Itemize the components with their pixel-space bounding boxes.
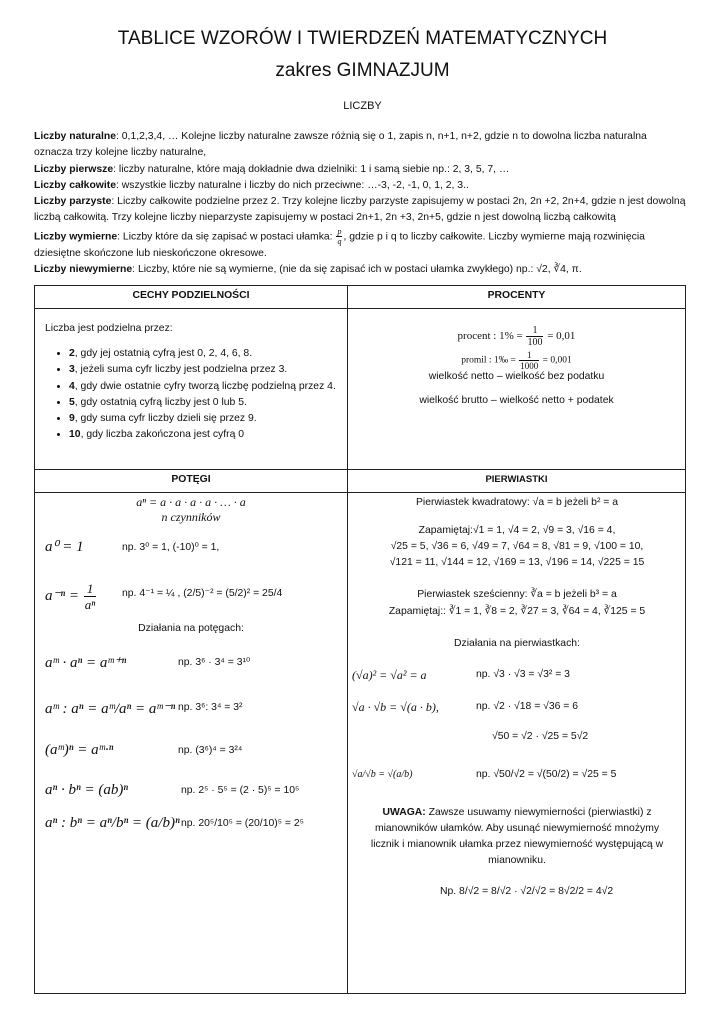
header-pierwiastki: PIERWIASTKI <box>348 470 686 493</box>
header-procenty: PROCENTY <box>348 286 686 309</box>
divisibility-rule: • 2, gdy jej ostatnią cyfrą jest 0, 2, 4, 6, 8. <box>69 346 347 362</box>
power-product-example: np. 2⁵ · 5⁵ = (2 · 5)⁵ = 10⁵ <box>181 785 300 796</box>
root-operations-heading: Działania na pierwiastkach: <box>454 638 580 649</box>
divisibility-list <box>35 346 347 444</box>
header-potegi: POTĘGI <box>35 470 348 493</box>
def-parzyste: Liczby parzyste: Liczby całkowite podzielne przez 2. Trzy kolejne liczby parzyste zapisujemy w postaci 2n, 2n +2, 2n+4, gdzie n jest dowolną liczbą całkowitą. Trzy kolejne liczby nieparzyste zapisujemy w postaci 2n+1, 2n +3, 2n+5, gdzie n jest dowolną liczbą całkowitą <box>34 196 686 224</box>
cechy-intro: Liczba jest podzielna przez: <box>45 323 173 334</box>
number-definitions <box>34 129 686 278</box>
power-quotient-formula: aⁿ : bⁿ = aⁿ/bⁿ = (a/b)ⁿ <box>45 815 180 831</box>
cechy-cell <box>35 309 348 470</box>
power-divide-example: np. 3⁶: 3⁴ = 3² <box>178 702 243 713</box>
square-root-table-1: Zapamiętaj:√1 = 1, √4 = 2, √9 = 3, √16 = 4, <box>418 525 616 536</box>
rationalize-example: Np. 8/√2 = 8/√2 · √2/√2 = 8√2/2 = 4√2 <box>440 886 614 897</box>
square-root-table-3: √121 = 11, √144 = 12, √169 = 13, √196 = 14, √225 = 15 <box>389 557 645 568</box>
procenty-cell <box>348 309 686 470</box>
formula-table <box>34 285 686 994</box>
root-square-formula: (√a)² = √a² = a <box>352 668 427 682</box>
def-pierwsze: Liczby pierwsze: liczby naturalne, które mają dokładnie dwa dzielniki: 1 i samą siebie np.: 2, 3, 5, 7, … <box>34 163 510 175</box>
root-product-example: np. √2 · √18 = √36 = 6 <box>476 701 579 712</box>
root-product-formula: √a · √b = √(a · b), <box>352 700 439 714</box>
cube-root-table: Zapamiętaj:: ∛1 = 1, ∛8 = 2, ∛27 = 3, ∛64 = 4, ∛125 = 5 <box>388 606 646 617</box>
uwaga-note: UWAGA: Zawsze usuwamy niewymierności (pierwiastki) z mianowników ułamków. Aby usunąć niewymierność mnożymy licznik i mianownik ułamka przez niewymierność występującą w mianowniku. <box>370 807 664 866</box>
procent-formula: procent : 1% = $\frac{1}{100}$ = 0,01 <box>457 325 576 348</box>
power-multiply-example: np. 3⁶ · 3⁴ = 3¹⁰ <box>178 657 251 668</box>
power-multiply-formula: aᵐ · aⁿ = aᵐ⁺ⁿ <box>45 655 127 671</box>
def-calkowite: Liczby całkowite: wszystkie liczby naturalne i liczby do nich przeciwne: …-3, -2, -1, 0, 1, 2, 3.. <box>34 179 469 191</box>
document-subtitle: zakres GIMNAZJUM <box>275 60 450 81</box>
pierwiastki-cell <box>348 493 686 994</box>
root-quotient-example: np. √50/√2 = √(50/2) = √25 = 5 <box>476 769 617 780</box>
negative-power-formula: a⁻ⁿ = $\frac{1}{\text{aⁿ}}$ <box>45 581 96 612</box>
header-cechy: CECHY PODZIELNOŚCI <box>35 286 348 309</box>
root-quotient-formula: √a/√b = √(a/b) <box>352 769 413 780</box>
negative-power-example: np. 4⁻¹ = ¼ , (2/5)⁻² = (5/2)² = 25/4 <box>122 588 283 599</box>
zero-power-formula: a⁰ = 1 <box>45 539 84 555</box>
def-naturalne: Liczby naturalne: 0,1,2,3,4, … Kolejne liczby naturalne zawsze różnią się o 1, zapis n, n+1, n+2, gdzie n to dowolna liczba naturalna oznacza trzy kolejne liczby naturalne, <box>34 131 647 159</box>
divisibility-rule: • 3, jeżeli suma cyfr liczby jest podzielna przez 3. <box>69 362 347 378</box>
document-title: TABLICE WZORÓW I TWIERDZEŃ MATEMATYCZNYCH <box>117 28 608 49</box>
power-definition: aⁿ = a · a · a · a · … · a <box>136 495 246 509</box>
power-quotient-example: np. 20⁵/10⁵ = (20/10)⁵ = 2⁵ <box>181 818 304 829</box>
divisibility-rule: • 4, gdy dwie ostatnie cyfry tworzą liczbę podzielną przez 4. <box>69 379 347 395</box>
square-root-definition: Pierwiastek kwadratowy: √a = b jeżeli b² = a <box>415 497 619 508</box>
power-of-power-formula: (aᵐ)ⁿ = aᵐ·ⁿ <box>45 742 114 758</box>
def-wymierne: Liczby wymierne: Liczby które da się zapisać w postaci ułamka: $\frac{p}{q}$ , gdzie p i q to liczby całkowite. Liczby wymierne mają rozwinięcia dziesiętne skończone lub nieskończone okresowe. <box>34 226 645 259</box>
divisibility-rule: • 5, gdy ostatnią cyfrą liczby jest 0 lub 5. <box>69 395 347 411</box>
square-root-table-2: √25 = 5, √36 = 6, √49 = 7, √64 = 8, √81 = 9, √100 = 10, <box>390 541 644 552</box>
power-operations-heading: Działania na potęgach: <box>138 623 244 634</box>
root-simplify-example: √50 = √2 · √25 = 5√2 <box>492 731 589 742</box>
brutto-text: wielkość brutto – wielkość netto + podatek <box>419 395 614 406</box>
power-divide-formula: aᵐ : aⁿ = aᵐ/aⁿ = aᵐ⁻ⁿ <box>45 701 176 717</box>
root-square-example: np. √3 · √3 = √3² = 3 <box>476 669 570 680</box>
zero-power-example: np. 3⁰ = 1, (-10)⁰ = 1, <box>122 542 220 553</box>
potegi-cell <box>35 493 348 994</box>
power-definition-sub: n czynników <box>161 510 221 524</box>
power-product-formula: aⁿ · bⁿ = (ab)ⁿ <box>45 782 129 798</box>
divisibility-rule: • 10, gdy liczba zakończona jest cyfrą 0 <box>69 427 347 443</box>
promil-formula: promil : 1‰ = $\frac{1}{1000}$ = 0,001 <box>461 350 572 371</box>
def-niewymierne: Liczby niewymierne: Liczby, które nie są wymierne, (nie da się zapisać ich w postaci ułamka zwykłego) np.: √2, ∛4, π. <box>34 264 582 276</box>
fraction-p-q: $\frac{p}{q}$ <box>337 226 342 246</box>
power-of-power-example: np. (3⁶)⁴ = 3²⁴ <box>178 745 243 756</box>
netto-text: wielkość netto – wielkość bez podatku <box>428 371 605 382</box>
section-heading: LICZBY <box>343 100 382 112</box>
cube-root-definition: Pierwiastek sześcienny: ∛a = b jeżeli b³ = a <box>417 589 617 600</box>
divisibility-rule: • 9, gdy suma cyfr liczby dzieli się przez 9. <box>69 411 347 427</box>
